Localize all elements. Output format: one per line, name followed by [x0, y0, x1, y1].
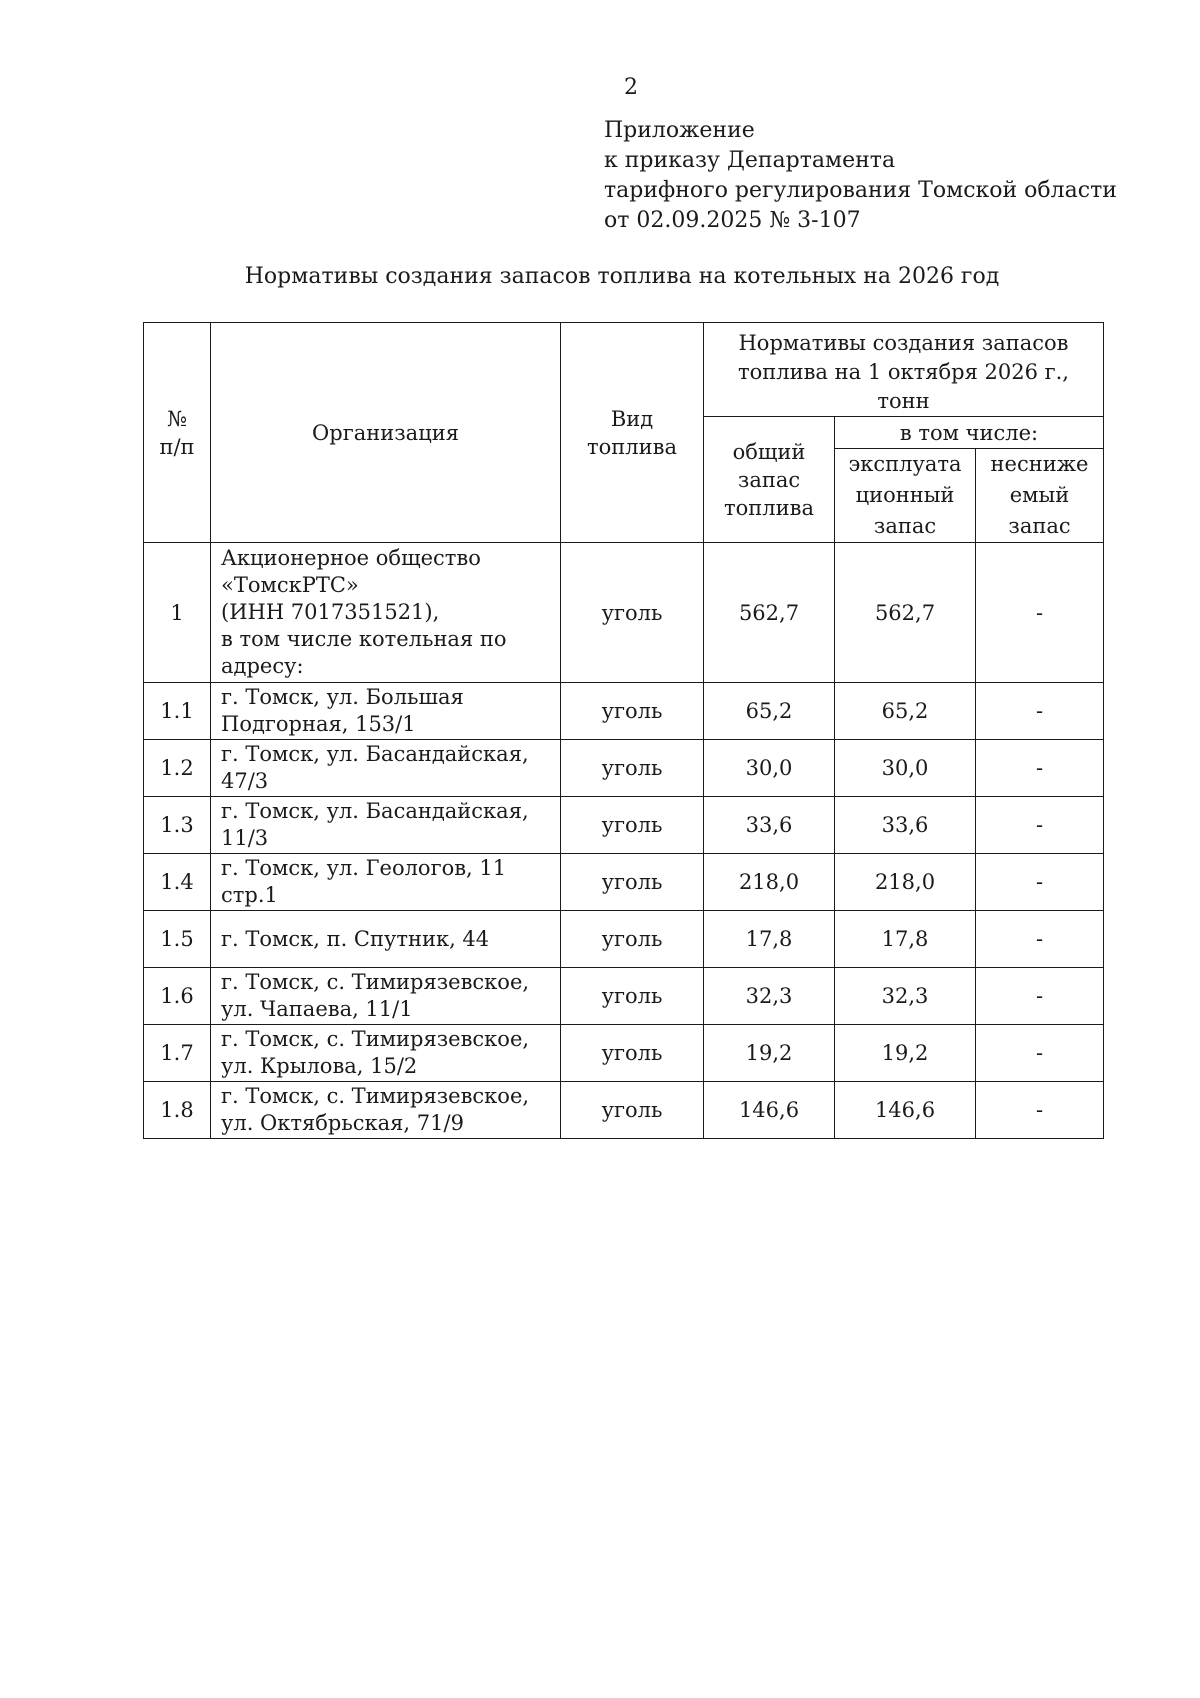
- header-num: № п/п: [144, 323, 211, 543]
- cell-fuel: уголь: [561, 854, 704, 911]
- cell-operational: 33,6: [835, 797, 976, 854]
- cell-nonreducible: -: [976, 797, 1104, 854]
- cell-total: 33,6: [704, 797, 835, 854]
- cell-operational: 146,6: [835, 1082, 976, 1139]
- table-row: [144, 797, 1104, 854]
- appendix-line: от 02.09.2025 № 3-107: [604, 208, 861, 233]
- cell-num: 1.2: [144, 740, 211, 797]
- cell-operational: 17,8: [835, 911, 976, 968]
- cell-num: 1.7: [144, 1025, 211, 1082]
- header-nonreducible-stock: несниже емый запас: [976, 449, 1104, 543]
- cell-num: 1.4: [144, 854, 211, 911]
- cell-organization: г. Томск, ул. Большая Подгорная, 153/1: [211, 683, 561, 740]
- cell-num: 1.5: [144, 911, 211, 968]
- cell-num: 1: [144, 543, 211, 683]
- document-title: Нормативы создания запасов топлива на котельных на 2026 год: [244, 264, 1000, 289]
- cell-num: 1.1: [144, 683, 211, 740]
- cell-fuel: уголь: [561, 740, 704, 797]
- cell-fuel: уголь: [561, 683, 704, 740]
- fuel-norms-table: [143, 322, 1104, 1139]
- appendix-line: к приказу Департамента: [604, 148, 896, 173]
- cell-nonreducible: -: [976, 854, 1104, 911]
- appendix-block: [604, 116, 1117, 236]
- header-norms: Нормативы создания запасов топлива на 1 октября 2026 г., тонн: [704, 323, 1104, 417]
- cell-nonreducible: -: [976, 911, 1104, 968]
- cell-nonreducible: -: [976, 543, 1104, 683]
- cell-num: 1.3: [144, 797, 211, 854]
- table-row: [144, 1025, 1104, 1082]
- cell-num: 1.6: [144, 968, 211, 1025]
- cell-operational: 218,0: [835, 854, 976, 911]
- cell-organization: г. Томск, с. Тимирязевское, ул. Крылова, 15/2: [211, 1025, 561, 1082]
- cell-total: 32,3: [704, 968, 835, 1025]
- table-row: [144, 543, 1104, 683]
- cell-operational: 32,3: [835, 968, 976, 1025]
- table-row: [144, 1082, 1104, 1139]
- table-row: [144, 911, 1104, 968]
- cell-organization: г. Томск, с. Тимирязевское, ул. Чапаева, 11/1: [211, 968, 561, 1025]
- cell-nonreducible: -: [976, 683, 1104, 740]
- cell-organization: г. Томск, ул. Басандайская, 11/3: [211, 797, 561, 854]
- cell-operational: 65,2: [835, 683, 976, 740]
- table-row: [144, 740, 1104, 797]
- cell-total: 218,0: [704, 854, 835, 911]
- cell-nonreducible: -: [976, 1082, 1104, 1139]
- cell-organization: г. Томск, ул. Геологов, 11 стр.1: [211, 854, 561, 911]
- appendix-line: Приложение: [604, 118, 755, 143]
- table-row: [144, 968, 1104, 1025]
- cell-nonreducible: -: [976, 740, 1104, 797]
- cell-nonreducible: -: [976, 1025, 1104, 1082]
- cell-operational: 19,2: [835, 1025, 976, 1082]
- cell-nonreducible: -: [976, 968, 1104, 1025]
- cell-organization: Акционерное общество «ТомскРТС» (ИНН 7017351521), в том числе котельная по адресу:: [211, 543, 561, 683]
- page-number: 2: [624, 75, 638, 100]
- table-row: [144, 683, 1104, 740]
- table-row: [144, 854, 1104, 911]
- cell-fuel: уголь: [561, 797, 704, 854]
- cell-fuel: уголь: [561, 543, 704, 683]
- cell-total: 30,0: [704, 740, 835, 797]
- header-organization: Организация: [211, 323, 561, 543]
- appendix-line: тарифного регулирования Томской области: [604, 178, 1117, 203]
- header-including: в том числе:: [835, 417, 1104, 449]
- cell-fuel: уголь: [561, 968, 704, 1025]
- cell-num: 1.8: [144, 1082, 211, 1139]
- header-operational-stock: эксплуата ционный запас: [835, 449, 976, 543]
- cell-fuel: уголь: [561, 911, 704, 968]
- cell-total: 562,7: [704, 543, 835, 683]
- cell-total: 19,2: [704, 1025, 835, 1082]
- cell-organization: г. Томск, п. Спутник, 44: [211, 911, 561, 968]
- cell-operational: 30,0: [835, 740, 976, 797]
- cell-total: 65,2: [704, 683, 835, 740]
- cell-fuel: уголь: [561, 1025, 704, 1082]
- cell-total: 146,6: [704, 1082, 835, 1139]
- cell-operational: 562,7: [835, 543, 976, 683]
- cell-fuel: уголь: [561, 1082, 704, 1139]
- cell-total: 17,8: [704, 911, 835, 968]
- cell-organization: г. Томск, с. Тимирязевское, ул. Октябрьская, 71/9: [211, 1082, 561, 1139]
- cell-organization: г. Томск, ул. Басандайская, 47/3: [211, 740, 561, 797]
- header-total-stock: общий запас топлива: [704, 417, 835, 543]
- header-fuel-type: Вид топлива: [561, 323, 704, 543]
